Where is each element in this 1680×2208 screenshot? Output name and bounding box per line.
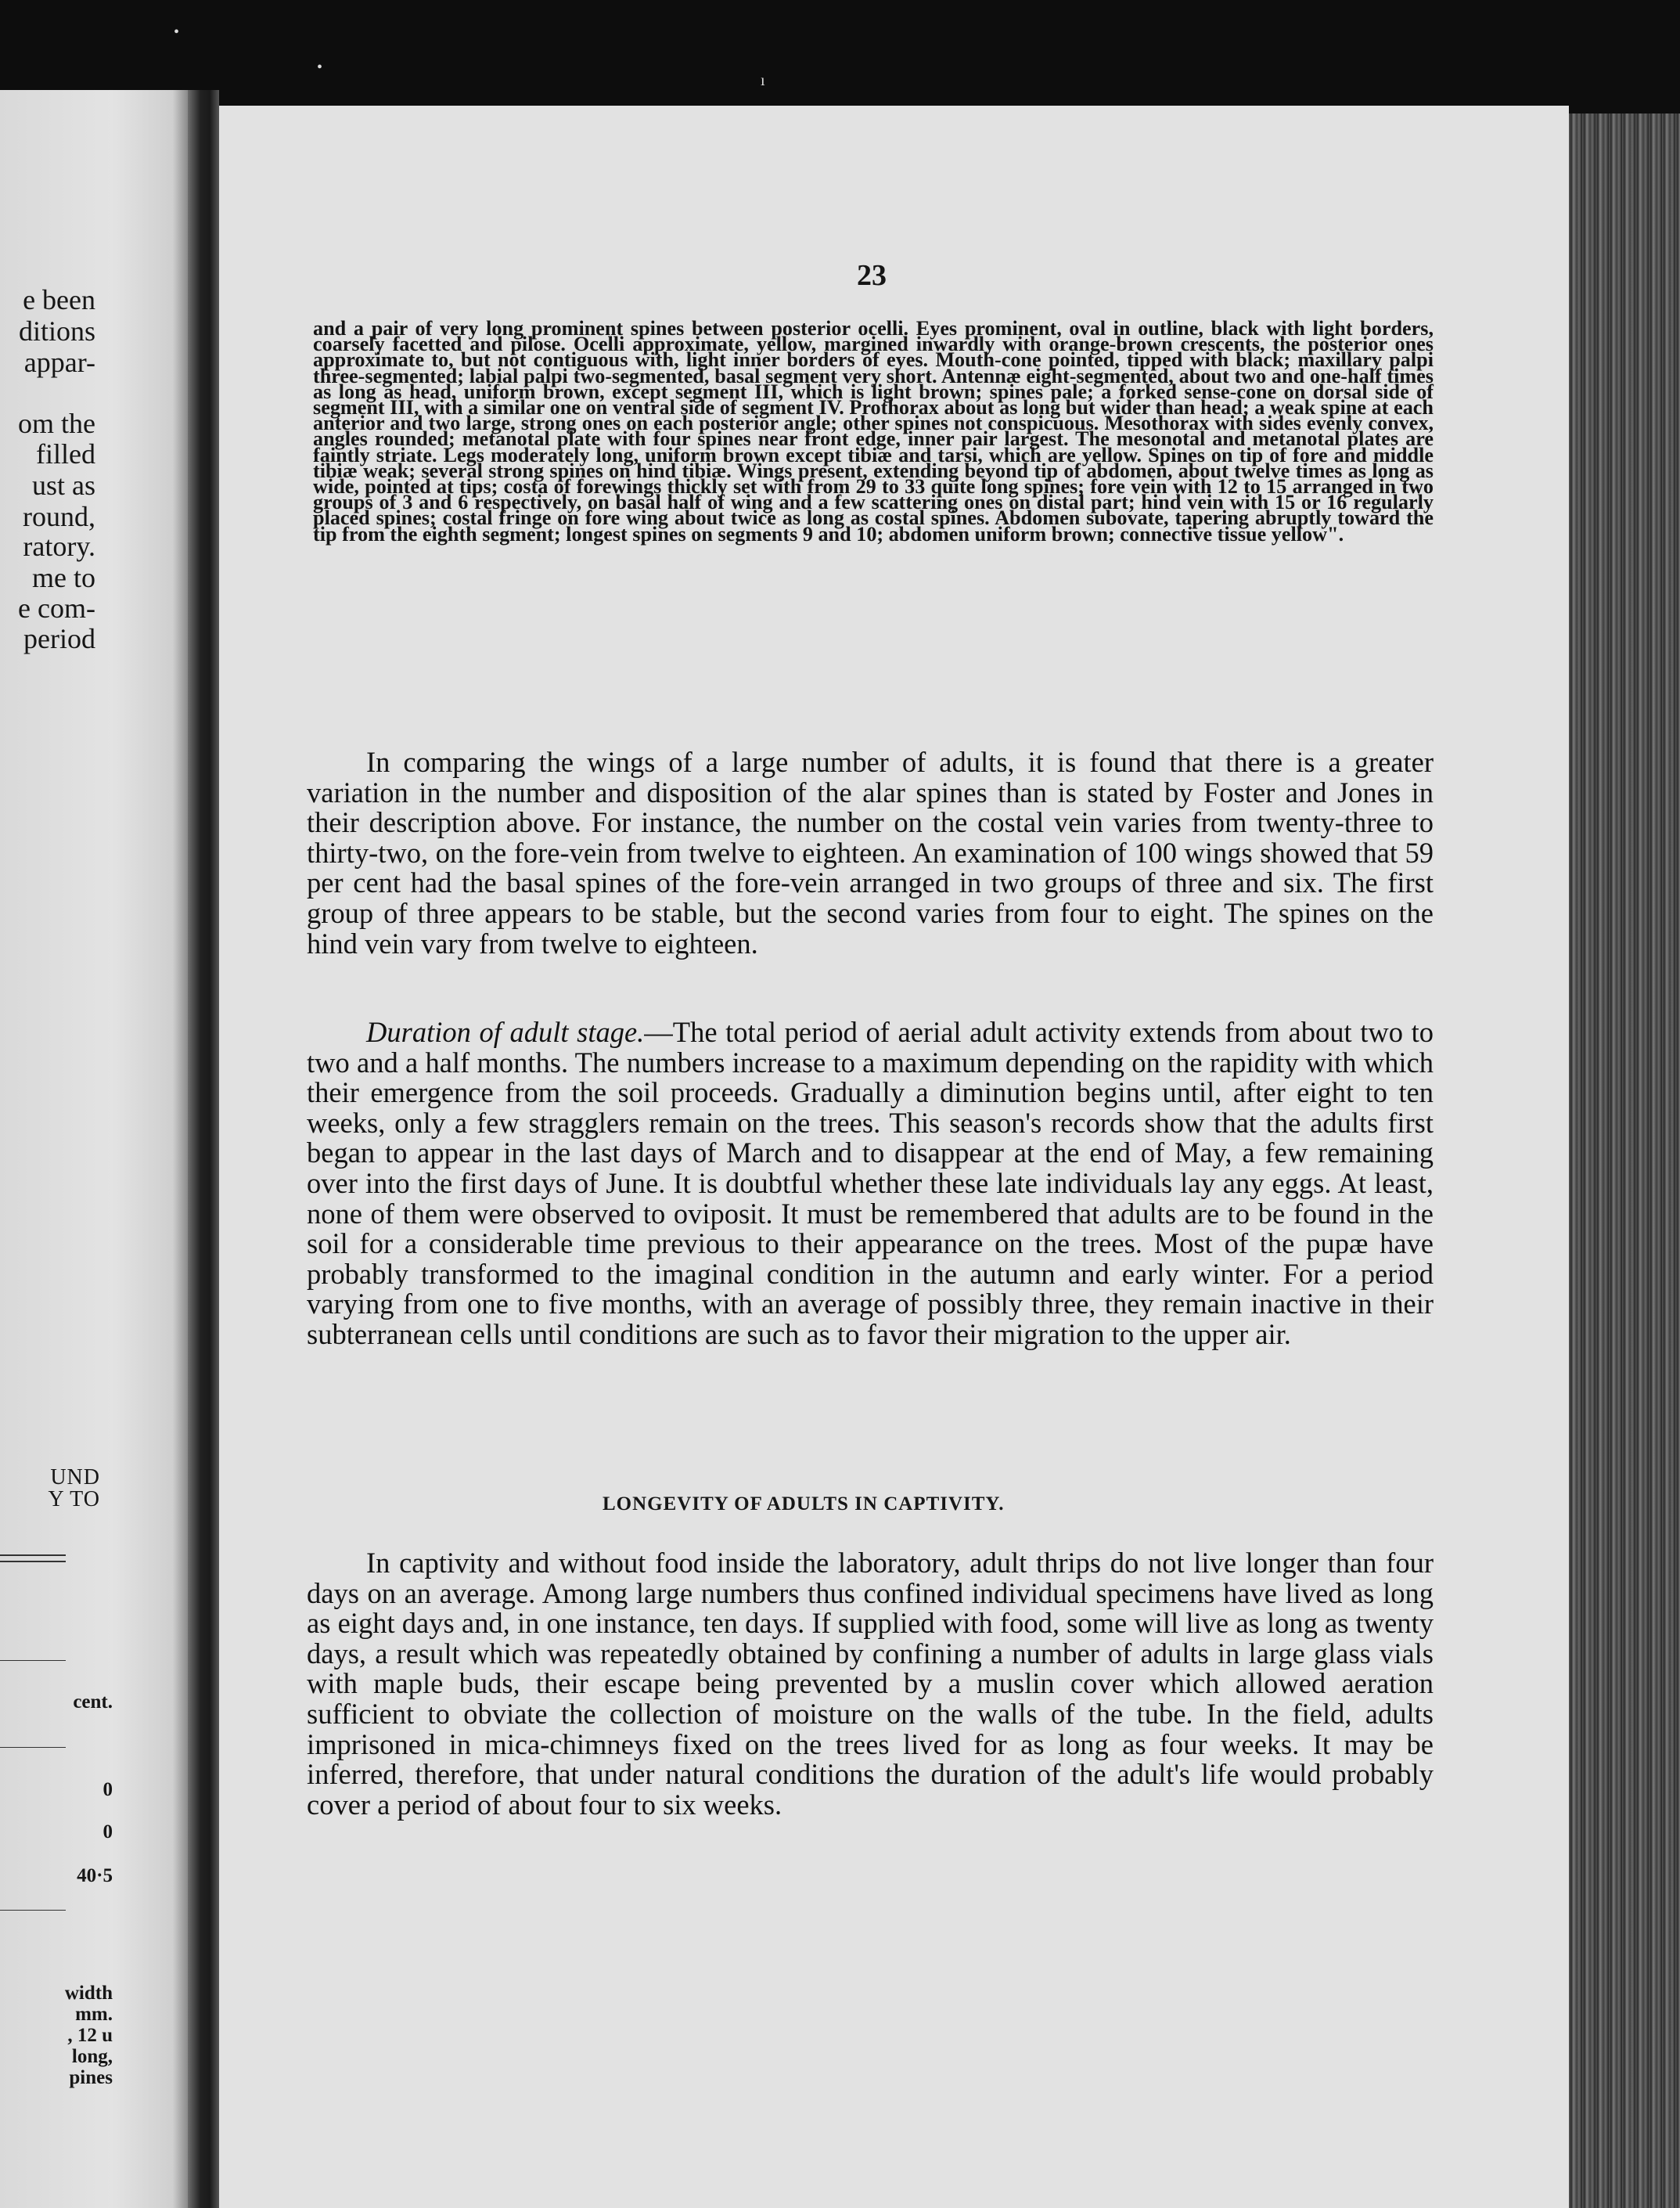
left-fragment: round, (23, 501, 95, 532)
left-table-fragment: 0 (103, 1779, 113, 1800)
left-table-fragment: cent. (73, 1691, 113, 1713)
page-edge-stack (1569, 113, 1680, 2208)
left-bottom-fragment: pines (69, 2067, 113, 2088)
quoted-description: and a pair of very long prominent spines between posterior ocelli. Eyes prominent, oval in outline, black with light borders, coarsely facetted and pilose. Ocelli approximate, yellow, margined inwardly with orange-brown crescents, the posterior ones approximate to, but not contiguous with, light inner borders of eyes. Mouth-cone pointed, tipped with black; maxillary palpi three-segmented; labial palpi two-segmented, basal segment very short. Antennæ eight-segmented, about two and one-half times as long as head, uniform brown, except segment III, which is light brown; spines pale; a forked sense-cone on dorsal side of segment III, with a similar one on ventral side of segment IV. Prothorax about as long but wider than head; a weak spine at each anterior and two large, strong ones on each posterior angle; other spines not conspicuous. Mesothorax with sides evenly convex, angles rounded; metanotal plate with four spines near front edge, inner pair largest. The mesonotal and metanotal plates are faintly striate. Legs moderately long, uniform brown except tibiæ and tarsi, which are yellow. Spines on tip of fore and middle tibiæ weak; several strong spines on hind tibiæ. Wings present, extending beyond tip of abdomen, about twelve times as long as wide, pointed at tips; costa of forewings thickly set with from 29 to 33 quite long spines; fore vein with 12 to 15 arranged in two groups of 3 and 6 respectively, on basal half of wing and a few scattering ones on distal part; hind vein with 15 or 16 regularly placed spines; costal fringe on fore wing about twice as long as costal spines. Abdomen subovate, tapering abruptly toward the tip from the eighth segment; longest spines on segments 9 and 10; abdomen uniform brown; connective tissue yellow". (313, 317, 1434, 546)
page-number: 23 (857, 259, 887, 292)
duration-heading: Duration of adult stage. (366, 1016, 645, 1048)
duration-text: —The total period of aerial adult activity extends from about two to two and a half months. The numbers increase to a maximum depending on the rapidity with which their emergence from the soil proceeds. Gradually a diminution begins until, after eight to ten weeks, only a few stragglers remain on the trees. This season's records show that the adults first began to appear in the last days of March and to disappear at the end of May, a few remaining over into the first days of June. It is doubtful whether these late individuals lay any eggs. At least, none of them were observed to oviposit. It must be remembered that adults are to be found in the soil for a considerable time previous to their appearance on the trees. Most of the pupæ have probably transformed to the imaginal condition in the autumn and early winter. For a period varying from one to five months, with an average of possibly three, they remain inactive in their subterranean cells until conditions are such as to favor their migration to the upper air. (307, 1016, 1434, 1350)
left-bottom-fragment: , 12 u (67, 2025, 113, 2046)
paragraph-captivity: In captivity and without food inside the laboratory, adult thrips do not live longer than four days on an average. Among large numbers thus confined individual specimens have lived as long as eight days and, in one instance, ten days. If supplied with food, some will live as long as twenty days, a result which was repeatedly obtained by confining a number of adults in large glass vials with maple buds, their escape being prevented by a muslin cover which allowed aeration sufficient to obviate the collection of moisture on the walls of the tube. In the field, adults imprisoned in mica-chimneys fixed on the trees lived for as long as four weeks. It may be inferred, therefore, that under natural conditions the duration of the adult's life would probably cover a period of about four to six weeks. (307, 1547, 1434, 1821)
left-bottom-fragment: width (64, 1983, 113, 2004)
left-fragment: om the (18, 408, 95, 439)
left-bottom-fragment: mm. (75, 2004, 113, 2025)
scan-mark: • (317, 59, 323, 76)
section-heading: LONGEVITY OF ADULTS IN CAPTIVITY. (603, 1493, 1005, 1515)
left-fragment: ust as (32, 470, 95, 501)
scan-mark: • (174, 23, 180, 41)
left-fragment: me to (32, 562, 95, 593)
left-rule (0, 1561, 66, 1562)
left-fragment: e been (23, 284, 95, 315)
book-gutter (188, 90, 219, 2208)
left-table-fragment: 40·5 (77, 1865, 113, 1886)
scan-mark: ı (761, 72, 765, 89)
left-caps-fragment: UND (50, 1465, 100, 1489)
left-table-fragment: 0 (103, 1821, 113, 1842)
left-rule (0, 1910, 66, 1911)
left-fragment: appar- (23, 347, 95, 378)
left-rule (0, 1660, 66, 1661)
left-fragment: ditions (18, 315, 95, 347)
paragraph-wing-variation: In comparing the wings of a large number of adults, it is found that there is a greater variation in the number and disposition of the alar spines than is stated by Foster and Jones in their description above. For instance, the number on the costal vein varies from twenty-three to thirty-two, on the fore-vein from twelve to eighteen. An examination of 100 wings showed that 59 per cent had the basal spines of the fore-vein arranged in two groups of three and six. The first group of three appears to be stable, but the second varies from four to eight. The spines on the hind vein vary from twelve to eighteen. (307, 746, 1434, 960)
left-fragment: period (23, 623, 95, 654)
left-caps-fragment: Y TO (48, 1487, 100, 1511)
left-bottom-fragment: long, (71, 2046, 113, 2067)
left-fragment: e com- (18, 593, 95, 624)
left-fragment: ratory. (23, 531, 95, 562)
paragraph-adult-duration (307, 1018, 1434, 1350)
left-fragment: filled (36, 438, 95, 470)
left-rule (0, 1747, 66, 1748)
left-rule (0, 1554, 66, 1556)
